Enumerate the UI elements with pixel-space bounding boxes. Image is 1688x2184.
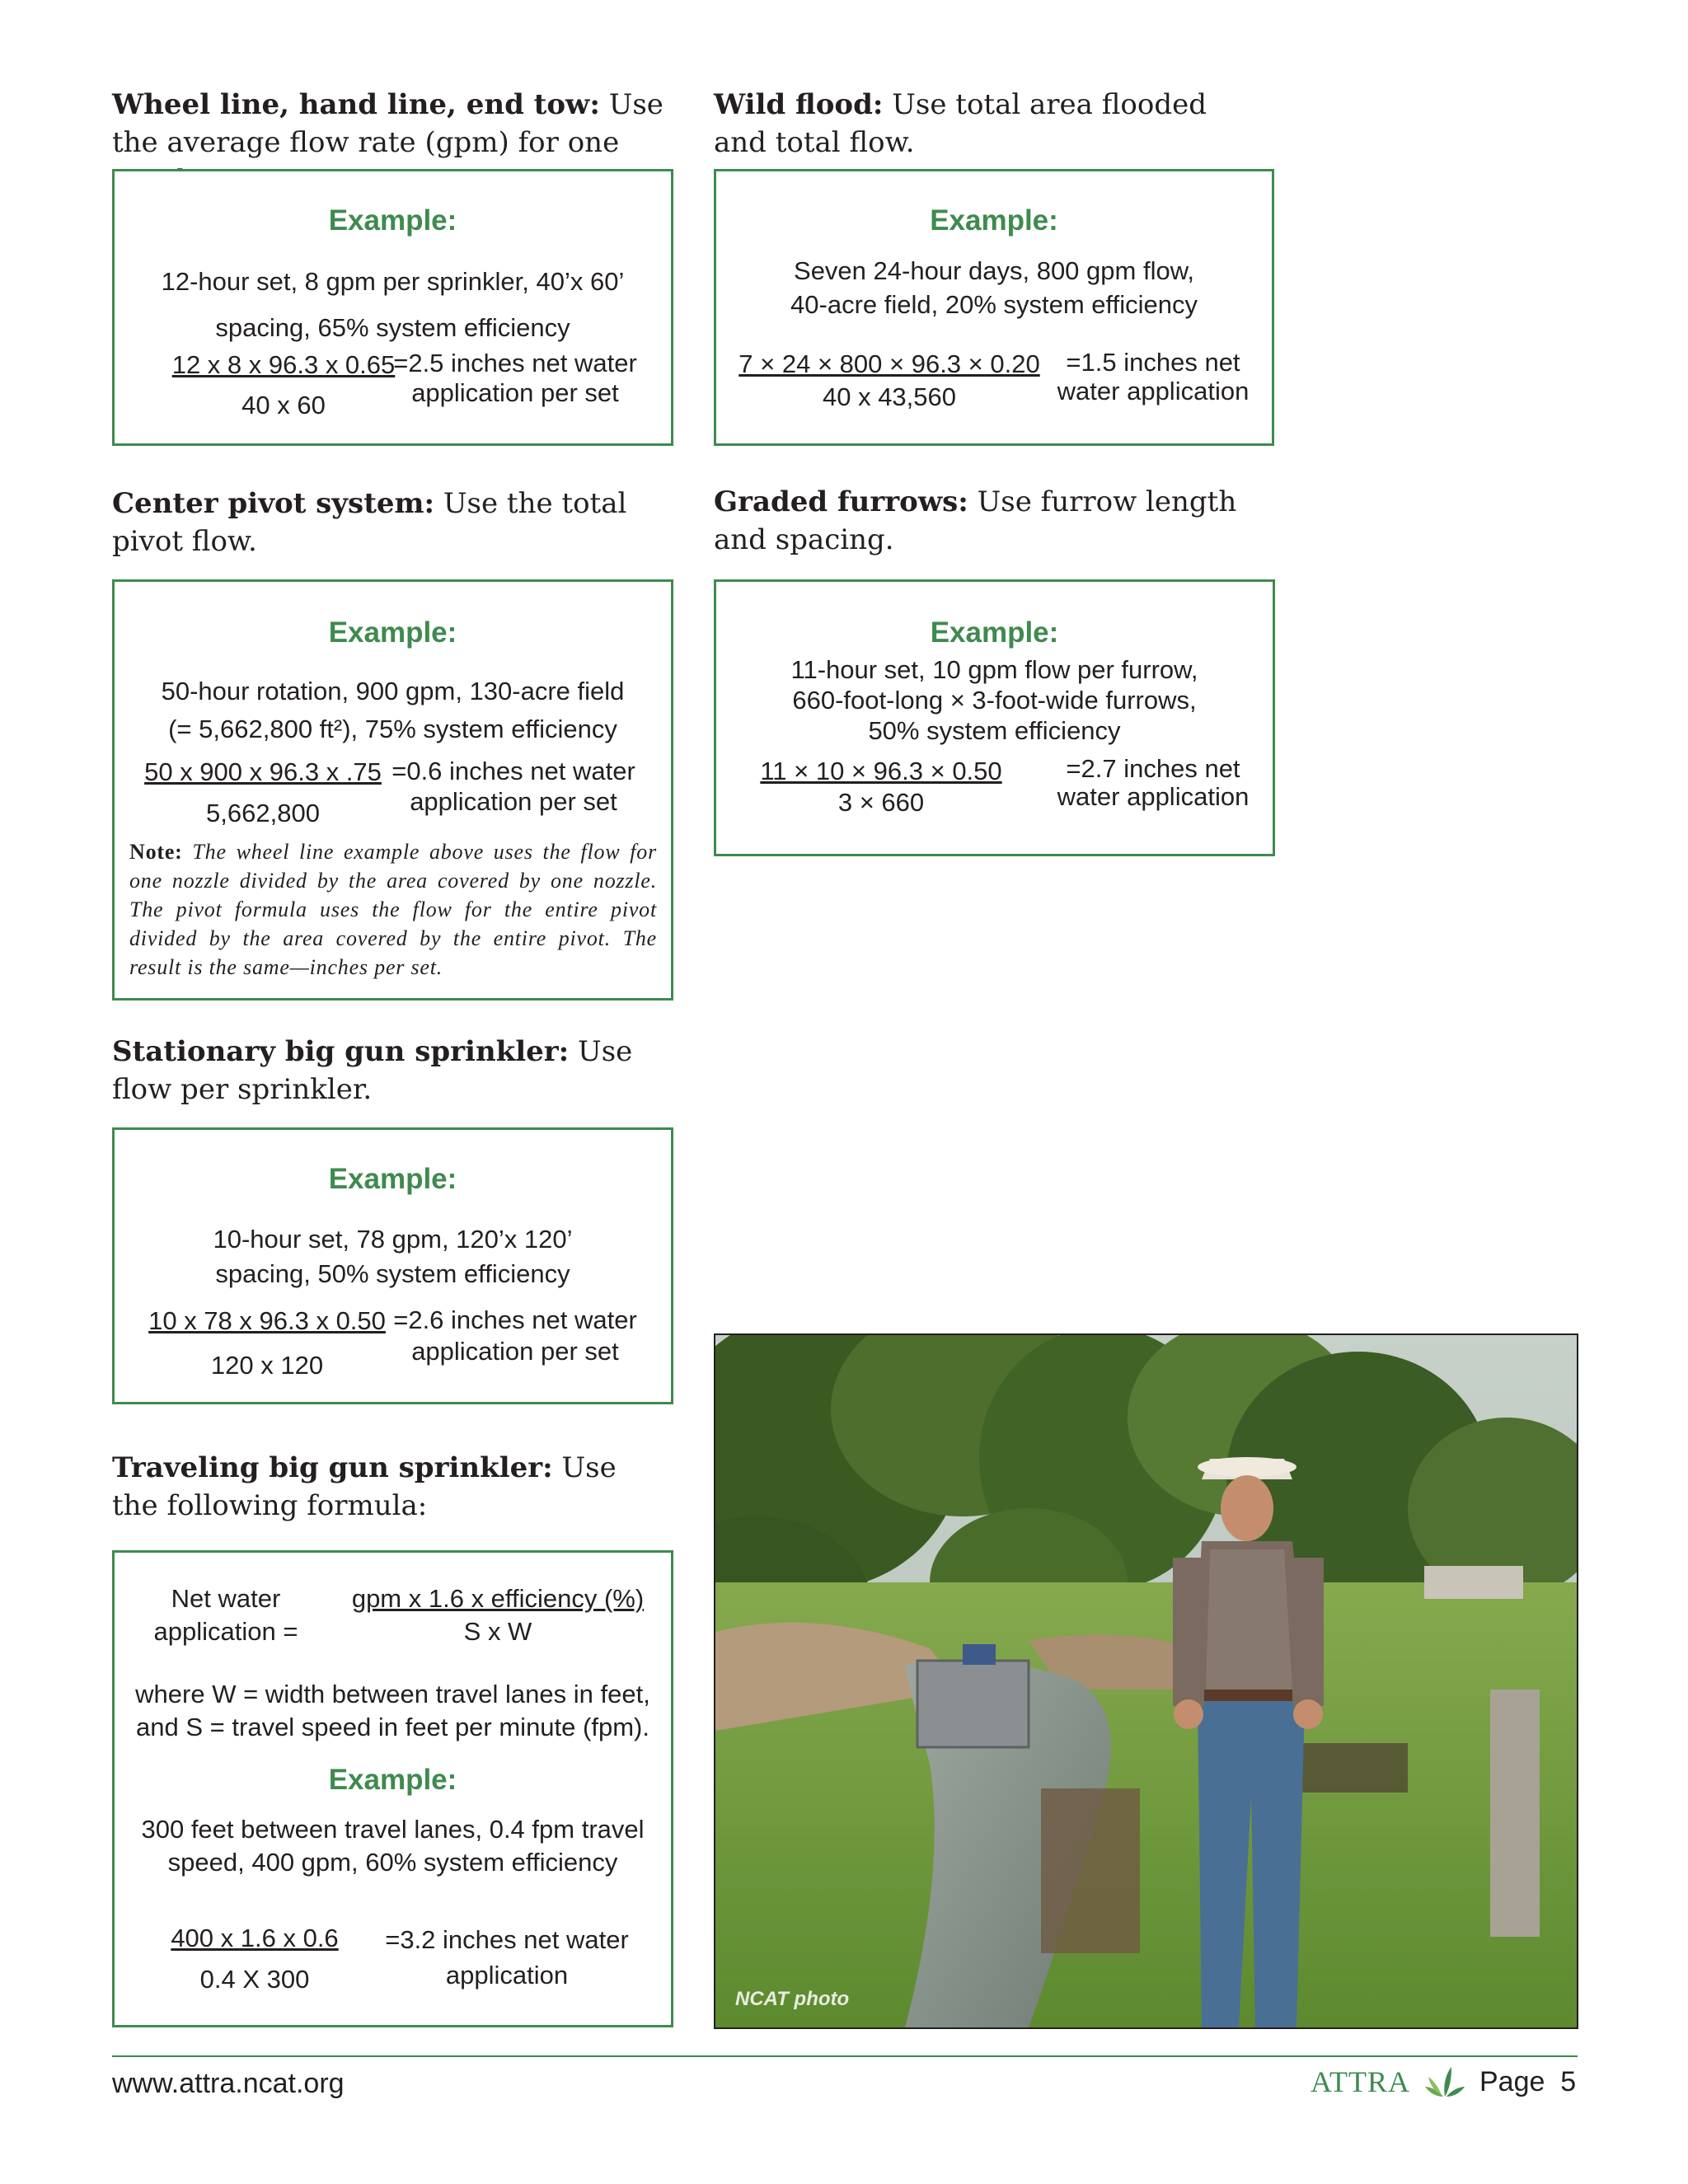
heading-bold: Wheel line, hand line, end tow: [112, 88, 600, 121]
desc-line2: 660-foot-long × 3-foot-wide furrows, [792, 686, 1197, 715]
formula-numerator: 11 × 10 × 96.3 × 0.50 [760, 757, 1002, 785]
attra-wordmark: ATTRA [1311, 2065, 1410, 2098]
formula-numerator: 50 x 900 x 96.3 x .75 [144, 757, 382, 786]
example-label: Example: [328, 204, 457, 237]
example-label: Example: [930, 616, 1059, 649]
note-text: The wheel line example above uses the flow for one nozzle divided by the area covered by one nozzle. The pivot formula uses the flow for the entire pivot divided by the area covered by the entire pivot. The result is the same—inches per set. [129, 840, 657, 979]
heading-line2: and total flow. [714, 126, 915, 159]
result-line2: water application [1057, 782, 1250, 811]
center-pivot-heading [112, 485, 689, 560]
example-description [115, 1222, 671, 1291]
desc-line2: speed, 400 gpm, 60% system efficiency [167, 1848, 618, 1877]
formula-label [115, 1582, 337, 1648]
pivot-note [129, 837, 657, 982]
attra-leaf-icon [1423, 2065, 1466, 2098]
formula-result [367, 1922, 647, 1993]
heading-bold: Center pivot system: [112, 487, 435, 520]
desc-line1: Seven 24-hour days, 800 gpm flow, [794, 256, 1194, 285]
heading-rest: Use [552, 1451, 617, 1484]
formula-result [375, 349, 655, 408]
example-label: Example: [328, 1163, 457, 1195]
result-line1: =2.7 inches net [1066, 754, 1240, 783]
footer-brand [1311, 2062, 1576, 2102]
formula-denominator: 5,662,800 [206, 799, 320, 827]
stationary-gun-heading [112, 1033, 689, 1108]
example-description [115, 673, 671, 748]
desc-line1: 300 feet between travel lanes, 0.4 fpm travel [141, 1815, 645, 1844]
result-line1: =0.6 inches net water [392, 757, 635, 785]
heading-rest: Use furrow length [968, 485, 1237, 518]
desc-line1: 12-hour set, 8 gpm per sprinkler, 40’x 60’ [161, 267, 625, 296]
formula-denominator: 120 x 120 [210, 1351, 324, 1380]
heading-line2: and spacing. [714, 523, 894, 556]
desc-line2: 40-acre field, 20% system efficiency [790, 290, 1198, 319]
result-line2: water application [1057, 377, 1250, 405]
formula-numerator: 10 x 78 x 96.3 x 0.50 [148, 1306, 386, 1335]
heading-line2: flow per sprinkler. [112, 1073, 373, 1106]
graded-furrows-heading [714, 483, 1291, 559]
ncat-photo [714, 1333, 1578, 2029]
formula-label-line2: application = [153, 1617, 298, 1646]
formula-definitions [115, 1678, 671, 1744]
wild-flood-example-box [714, 169, 1274, 446]
result-line2: application per set [410, 787, 617, 816]
example-description [716, 654, 1273, 746]
result-line1: =3.2 inches net water [385, 1925, 629, 1954]
stationary-gun-example-box [112, 1127, 673, 1404]
formula-denominator: 40 x 43,560 [822, 382, 957, 411]
desc-line2: (= 5,662,800 ft²), 75% system efficiency [168, 715, 617, 743]
heading-rest: Use the total [434, 487, 627, 520]
traveling-gun-heading [112, 1449, 689, 1525]
result-line1: =1.5 inches net [1066, 348, 1240, 377]
formula-numerator: 7 × 24 × 800 × 96.3 × 0.20 [738, 349, 1040, 378]
general-formula-denominator: S x W [463, 1617, 532, 1646]
example-label: Example: [328, 1764, 457, 1796]
footer-divider [112, 2055, 1578, 2057]
photo-caption: NCAT photo [735, 1988, 850, 2010]
result-line1: =2.5 inches net water [393, 349, 637, 377]
formula-result [1038, 348, 1268, 405]
result-line2: application per set [411, 378, 619, 407]
desc-line2: spacing, 65% system efficiency [215, 313, 570, 342]
note-label: Note: [129, 840, 183, 864]
result-line2: application [445, 1961, 569, 1990]
result-line1: =2.6 inches net water [393, 1305, 637, 1334]
traveling-gun-formula-box [112, 1550, 673, 2027]
example-description [115, 259, 671, 351]
desc-line1: 11-hour set, 10 gpm flow per furrow, [790, 655, 1198, 684]
where-line1: where W = width between travel lanes in feet, [135, 1680, 650, 1708]
formula-denominator: 40 x 60 [241, 391, 326, 419]
heading-rest: Use [599, 88, 663, 121]
page-number: Page 5 [1479, 2065, 1577, 2097]
heading-line2: the average flow rate (gpm) for one [112, 126, 620, 159]
heading-bold: Stationary big gun sprinkler: [112, 1035, 570, 1068]
heading-rest: Use total area flooded [883, 88, 1207, 121]
formula-numerator: 12 x 8 x 96.3 x 0.65 [171, 350, 396, 379]
example-label: Example: [930, 204, 1058, 237]
formula-label-line1: Net water [171, 1584, 281, 1613]
formula-result [375, 1305, 655, 1367]
heading-bold: Graded furrows: [714, 485, 968, 518]
example-label: Example: [328, 616, 457, 649]
where-line2: and S = travel speed in feet per minute (fpm). [136, 1713, 649, 1741]
wheel-line-example-box [112, 169, 673, 446]
footer-url[interactable]: www.attra.ncat.org [112, 2068, 345, 2099]
graded-furrows-example-box [714, 579, 1275, 856]
desc-line1: 10-hour set, 78 gpm, 120’x 120’ [213, 1225, 573, 1254]
formula-denominator: 0.4 X 300 [199, 1965, 310, 1994]
desc-line3: 50% system efficiency [868, 716, 1121, 745]
general-formula-numerator: gpm x 1.6 x efficiency (%) [351, 1584, 645, 1613]
formula-result [1038, 755, 1268, 811]
photo-illustration [715, 1335, 1577, 2027]
result-line2: application per set [411, 1337, 619, 1366]
center-pivot-example-box [112, 579, 673, 1001]
formula-denominator: 3 × 660 [837, 788, 925, 817]
desc-line2: spacing, 50% system efficiency [215, 1259, 570, 1288]
heading-line2: pivot flow. [112, 525, 257, 558]
desc-line1: 50-hour rotation, 900 gpm, 130-acre field [161, 677, 625, 705]
heading-bold: Traveling big gun sprinkler: [112, 1451, 553, 1484]
wild-flood-heading [714, 86, 1291, 162]
formula-result [373, 756, 654, 817]
example-description [716, 254, 1272, 321]
heading-bold: Wild flood: [714, 88, 884, 121]
example-description [115, 1813, 671, 1879]
heading-line2: the following formula: [112, 1489, 428, 1522]
heading-rest: Use [569, 1035, 633, 1068]
formula-numerator: 400 x 1.6 x 0.6 [171, 1924, 339, 1952]
